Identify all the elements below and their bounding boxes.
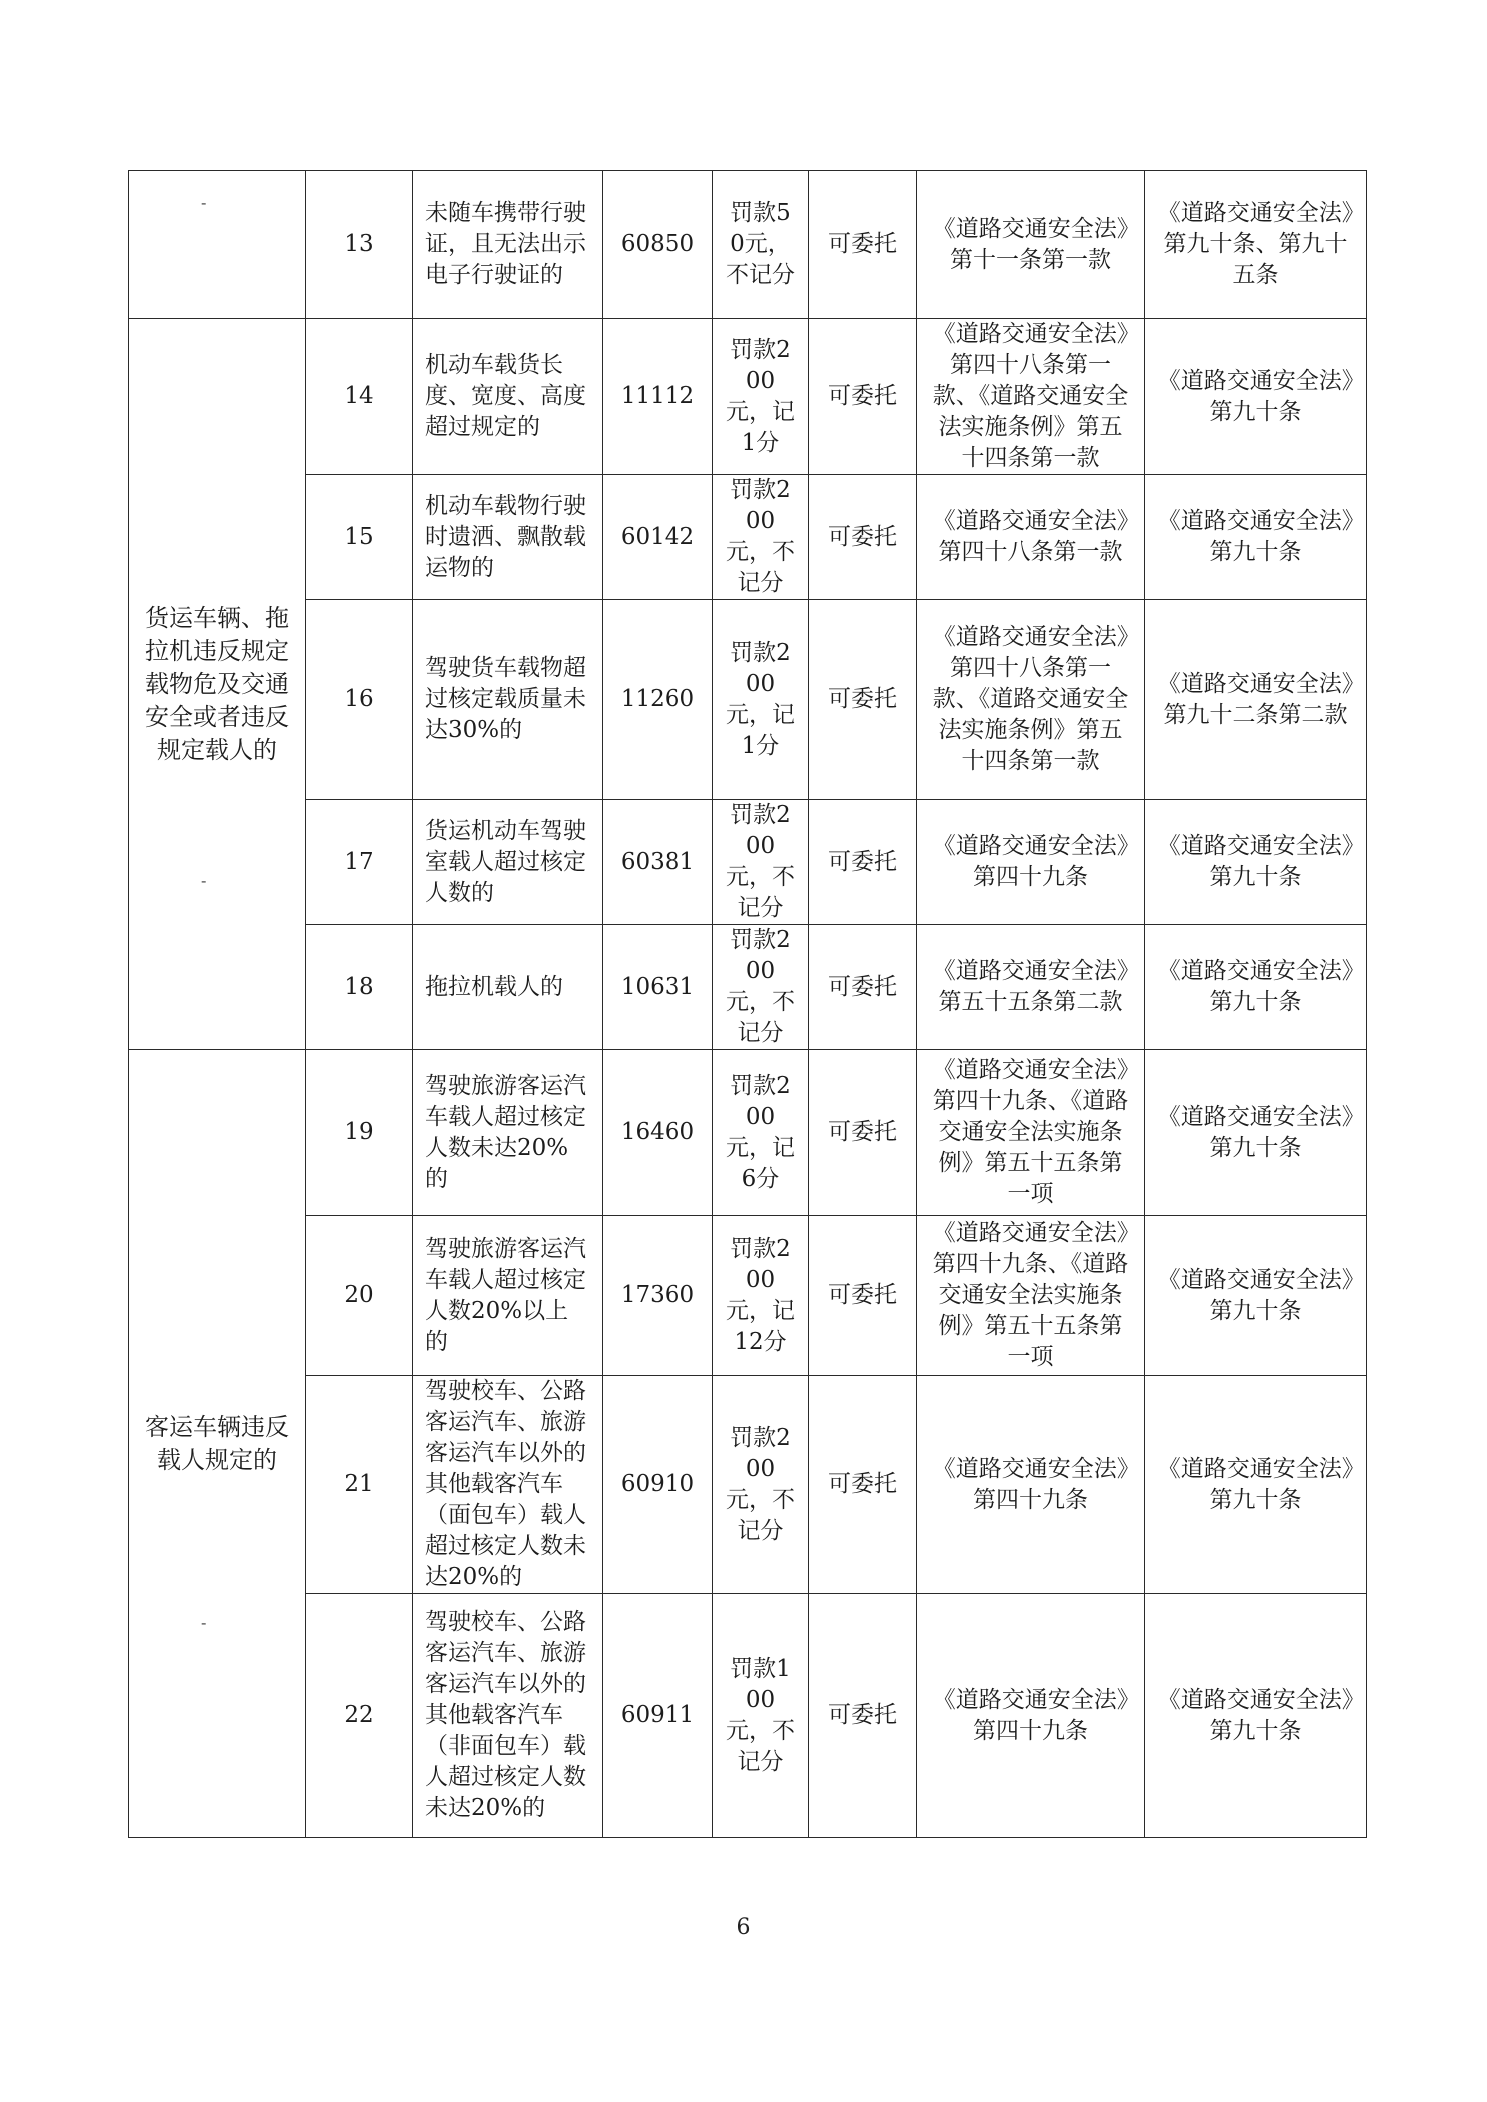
legal-basis: 《道路交通安全法》第十一条第一款 [917,171,1145,319]
penalty-basis: 《道路交通安全法》第九十条 [1145,475,1367,600]
penalty-basis: 《道路交通安全法》第九十二条第二款 [1145,600,1367,800]
row-number: 15 [306,475,413,600]
table-row [129,800,1367,925]
penalty-standard: 罚款200元，不记分 [713,925,809,1050]
violation-behavior: 驾驶校车、公路客运汽车、旅游客运汽车以外的其他载客汽车（非面包车）载人超过核定人数未达20%的 [413,1594,603,1838]
delegation-status: 可委托 [809,925,917,1050]
row-number: 17 [306,800,413,925]
penalty-basis: 《道路交通安全法》第九十条 [1145,1594,1367,1838]
penalty-standard: 罚款200元，记12分 [713,1216,809,1376]
violation-behavior: 驾驶校车、公路客运汽车、旅游客运汽车以外的其他载客汽车（面包车）载人超过核定人数未达20%的 [413,1376,603,1594]
delegation-status: 可委托 [809,319,917,475]
legal-basis: 《道路交通安全法》第四十九条、《道路交通安全法实施条例》第五十五条第一项 [917,1216,1145,1376]
delegation-status: 可委托 [809,1594,917,1838]
legal-basis: 《道路交通安全法》第四十八条第一款、《道路交通安全法实施条例》第五十四条第一款 [917,600,1145,800]
margin-mark: - [201,871,207,890]
delegation-status: 可委托 [809,1216,917,1376]
row-number: 16 [306,600,413,800]
violation-code: 60381 [603,800,713,925]
table-row [129,1594,1367,1838]
delegation-status: 可委托 [809,600,917,800]
violation-code: 60911 [603,1594,713,1838]
penalty-basis: 《道路交通安全法》第九十条 [1145,1050,1367,1216]
legal-basis: 《道路交通安全法》第四十八条第一款 [917,475,1145,600]
violation-behavior: 驾驶旅游客运汽车载人超过核定人数未达20%的 [413,1050,603,1216]
row-number: 18 [306,925,413,1050]
table-row [129,1050,1367,1216]
penalty-standard: 罚款100元，不记分 [713,1594,809,1838]
row-number: 20 [306,1216,413,1376]
legal-basis: 《道路交通安全法》第四十九条 [917,1594,1145,1838]
penalty-standard: 罚款200元，记1分 [713,319,809,475]
penalty-standard: 罚款50元，不记分 [713,171,809,319]
category-label: 货运车辆、拖拉机违反规定载物危及交通安全或者违反规定载人的 [145,603,289,764]
penalty-basis: 《道路交通安全法》第九十条 [1145,319,1367,475]
delegation-status: 可委托 [809,800,917,925]
penalty-basis: 《道路交通安全法》第九十条 [1145,800,1367,925]
violation-behavior: 驾驶旅游客运汽车载人超过核定人数20%以上的 [413,1216,603,1376]
violation-behavior: 货运机动车驾驶室载人超过核定人数的 [413,800,603,925]
penalty-standard: 罚款200元，不记分 [713,1376,809,1594]
category-cell [129,171,306,319]
table-row [129,1216,1367,1376]
delegation-status: 可委托 [809,1376,917,1594]
category-label: 客运车辆违反载人规定的 [145,1412,289,1474]
penalty-standard: 罚款200元，不记分 [713,475,809,600]
legal-basis: 《道路交通安全法》第四十八条第一款、《道路交通安全法实施条例》第五十四条第一款 [917,319,1145,475]
margin-mark: - [201,193,207,212]
row-number: 14 [306,319,413,475]
violation-behavior: 驾驶货车载物超过核定载质量未达30%的 [413,600,603,800]
violation-code: 60850 [603,171,713,319]
penalty-standard: 罚款200元，记1分 [713,600,809,800]
table-row [129,1376,1367,1594]
page-number: 6 [736,1915,751,1940]
legal-basis: 《道路交通安全法》第五十五条第二款 [917,925,1145,1050]
violation-code: 10631 [603,925,713,1050]
table-row [129,925,1367,1050]
delegation-status: 可委托 [809,475,917,600]
violation-table [128,170,1367,1838]
violation-code: 17360 [603,1216,713,1376]
penalty-basis: 《道路交通安全法》第九十条、第九十五条 [1145,171,1367,319]
violation-behavior: 机动车载货长度、宽度、高度超过规定的 [413,319,603,475]
table-row [129,171,1367,319]
margin-mark: - [201,1613,207,1632]
row-number: 22 [306,1594,413,1838]
penalty-basis: 《道路交通安全法》第九十条 [1145,1216,1367,1376]
violation-behavior: 机动车载物行驶时遗洒、飘散载运物的 [413,475,603,600]
violation-behavior: 未随车携带行驶证，且无法出示电子行驶证的 [413,171,603,319]
penalty-standard: 罚款200元，不记分 [713,800,809,925]
table-row [129,600,1367,800]
penalty-basis: 《道路交通安全法》第九十条 [1145,925,1367,1050]
violation-code: 60142 [603,475,713,600]
delegation-status: 可委托 [809,171,917,319]
table-row [129,475,1367,600]
row-number: 21 [306,1376,413,1594]
legal-basis: 《道路交通安全法》第四十九条 [917,800,1145,925]
category-cell [129,1050,306,1838]
violation-behavior: 拖拉机载人的 [413,925,603,1050]
row-number: 13 [306,171,413,319]
delegation-status: 可委托 [809,1050,917,1216]
row-number: 19 [306,1050,413,1216]
violation-code: 60910 [603,1376,713,1594]
penalty-standard: 罚款200元，记6分 [713,1050,809,1216]
violation-code: 11112 [603,319,713,475]
category-cell [129,319,306,1050]
legal-basis: 《道路交通安全法》第四十九条、《道路交通安全法实施条例》第五十五条第一项 [917,1050,1145,1216]
legal-basis: 《道路交通安全法》第四十九条 [917,1376,1145,1594]
violation-code: 16460 [603,1050,713,1216]
penalty-basis: 《道路交通安全法》第九十条 [1145,1376,1367,1594]
violation-code: 11260 [603,600,713,800]
table-row [129,319,1367,475]
